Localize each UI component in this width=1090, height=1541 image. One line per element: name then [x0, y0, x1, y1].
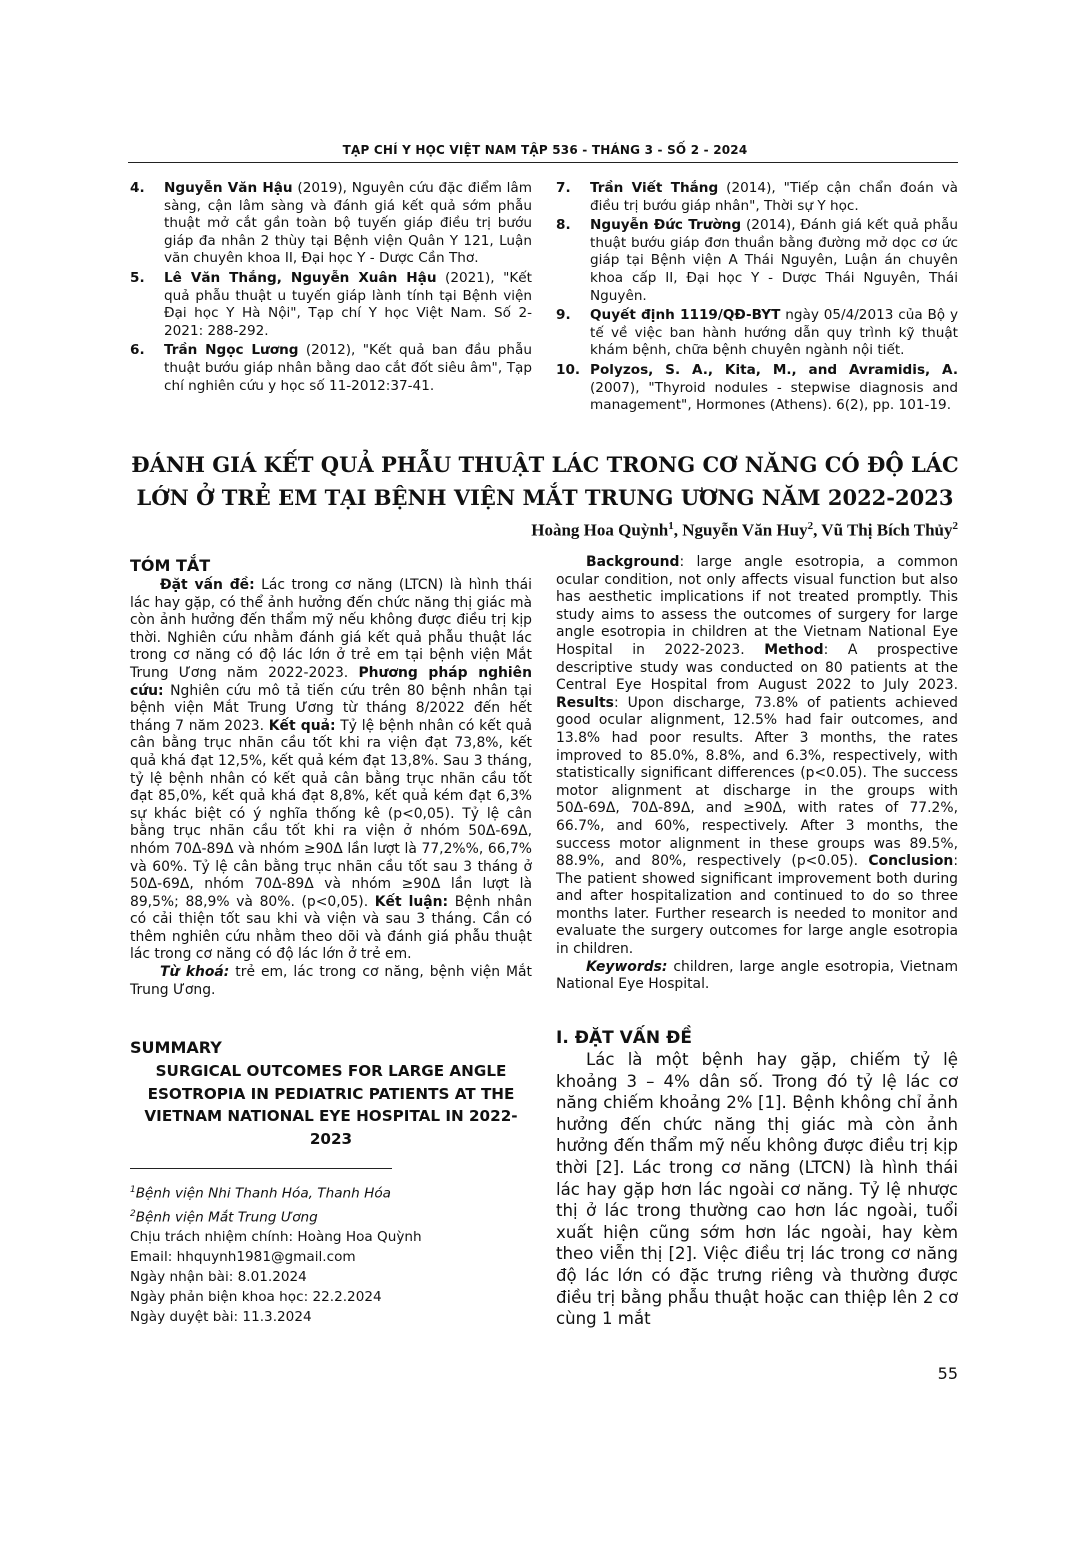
author-name: Vũ Thị Bích Thủy — [821, 520, 953, 540]
reference-item — [556, 217, 958, 305]
abstract-text: Nghiên cứu mô tả tiến cứu trên 80 bệnh nhân tại bệnh viện Mắt Trung Ương từ tháng 8/2022 đến hết tháng 7 năm 2023. — [130, 682, 532, 734]
reviewed-date: Ngày phản biện khoa học: 22.2.2024 — [130, 1289, 382, 1306]
author-affiliation-mark: 1 — [668, 520, 674, 532]
reference-number: 5. — [130, 269, 145, 286]
reference-item — [556, 180, 958, 215]
author-name: Nguyễn Văn Huy — [682, 520, 808, 540]
article-title-line: LỚN Ở TRẺ EM TẠI BỆNH VIỆN MẮT TRUNG ƯƠNG NĂM 2022-2023 — [136, 485, 954, 510]
reference-authors: Polyzos, S. A., Kita, M., and Avramidis, A. — [590, 361, 958, 378]
keywords-label: Keywords: — [586, 958, 668, 975]
affiliation-1: $^1$Bệnh viện Nhi Thanh Hóa, Thanh Hóa — [130, 1185, 391, 1202]
abstract-label: Đặt vấn đề: — [160, 577, 255, 593]
reference-authors: Nguyễn Văn Hậu — [164, 180, 293, 196]
reference-text: (2007), "Thyroid nodules - stepwise diagnosis and management", Hormones (Athens). 6(2), pp. 101-19. — [590, 379, 958, 414]
reference-authors: Nguyễn Đức Trường — [590, 217, 742, 234]
keywords-label: Từ khoá: — [160, 964, 230, 981]
reference-text: (2014), Đánh giá kết quả phẫu thuật bướu giáp đơn thuần bằng đường mở dọc cơ ức giáp tại Bệnh viện A Thái Nguyên, Luận án chuyên khoa cấp II, Đại học Y - Dược Thái Nguyên, Thái Nguyên. — [590, 217, 958, 304]
header-rule — [128, 162, 958, 163]
keywords-paragraph — [556, 959, 958, 994]
reference-authors: Lê Văn Thắng, Nguyễn Xuân Hậu — [164, 269, 437, 286]
reference-authors: Trần Viết Thắng — [590, 180, 719, 196]
reference-text: (2019), Nguyên cứu đặc điểm lâm sàng, cận lâm sàng và đánh giá kết quả sớm phẫu thuật mở cắt gần toàn bộ tuyến giáp điều trị bướu giáp đa nhân 2 thùy tại Bệnh viện Quân Y 121, Luận văn chuyên khoa II, Đại học Y - Dược Cần Thơ. — [164, 180, 532, 267]
keywords-text: trẻ em, lác trong cơ năng, bệnh viện Mắt Trung Ương. — [130, 964, 532, 998]
abstract-paragraph — [556, 554, 958, 959]
reference-item — [556, 307, 958, 360]
author-affiliation-mark: 2 — [952, 520, 958, 532]
keywords-text: children, large angle esotropia, Vietnam National Eye Hospital. — [556, 958, 958, 993]
section-heading: TÓM TẮT — [130, 556, 211, 575]
abstract-label: Conclusion — [868, 853, 954, 870]
reference-item — [130, 342, 532, 395]
reference-number: 6. — [130, 342, 145, 359]
abstract-label: Kết luận: — [374, 893, 449, 910]
abstract-text: : large angle esotropia, a common ocular condition, not only affects visual function but also has aesthetic implications if not treated promptly. This study aims to assess the outcomes of surgery for large angle esotropia in children at the Vietnam National Eye Hospital in 2022-2023. — [556, 554, 958, 658]
article-title — [120, 448, 970, 514]
reference-number: 7. — [556, 180, 571, 196]
reference-text: (2021), "Kết quả phẫu thuật u tuyến giáp lành tính tại Bệnh viện Đại học Y Hà Nội", Tạp chí Y học Việt Nam. Số 2-2021: 288-292. — [164, 269, 532, 339]
abstract-label: Method — [764, 641, 824, 658]
reference-item — [130, 180, 532, 268]
abstract-paragraph — [130, 577, 532, 964]
contact-email: Email: hhquynh1981@gmail.com — [130, 1249, 356, 1266]
reference-number: 9. — [556, 307, 571, 324]
summary-heading: SUMMARY — [130, 1038, 222, 1057]
reference-item — [556, 362, 958, 415]
accepted-date: Ngày duyệt bài: 11.3.2024 — [130, 1309, 312, 1326]
reference-number: 8. — [556, 217, 571, 234]
reference-authors: Quyết định 1119/QĐ-BYT — [590, 307, 781, 324]
intro-body — [556, 1049, 958, 1330]
reference-number: 10. — [556, 361, 581, 378]
abstract-text: : The patient showed significant improvement both during and after hospitalization and continued to do so three months later. Further research is needed to monitor and evaluate the surgery outcomes for large angle esotropia in children. — [556, 853, 958, 958]
abstract-label: Kết quả: — [268, 717, 336, 734]
abstract-label: Results — [556, 694, 614, 711]
reference-text: (2012), "Kết quả ban đầu phẫu thuật bướu giáp nhân bằng dao cắt đốt siêu âm", Tạp chí nghiên cứu y học số 11-2012:37-41. — [164, 342, 532, 394]
reference-text: ngày 05/4/2013 của Bộ y tế về việc ban hành hướng dẫn quy trình kỹ thuật khám bệnh, chữa bệnh chuyên ngành nội tiết. — [590, 307, 958, 359]
reference-item — [130, 270, 532, 340]
vn-abstract-body — [130, 577, 532, 999]
intro-heading: I. ĐẶT VẤN ĐỀ — [556, 1028, 692, 1048]
reference-authors: Trần Ngọc Lương — [164, 342, 299, 359]
abstract-text: Lác trong cơ năng (LTCN) là hình thái lác hay gặp, có thể ảnh hưởng đến chức năng thị giác mà còn ảnh hưởng đến thẩm mỹ nếu không được điều trị kịp thời. Nghiên cứu nhằm đánh giá kết quả phẫu thuật lác trong cơ năng có độ lác lớn ở trẻ em tại bệnh viện Mắt Trung Ương năm 2022-2023. — [130, 577, 533, 681]
journal-header: TẠP CHÍ Y HỌC VIỆT NAM TẬP 536 - THÁNG 3 - SỐ 2 - 2024 — [342, 143, 748, 157]
author-name: Hoàng Hoa Quỳnh — [531, 520, 669, 540]
received-date: Ngày nhận bài: 8.01.2024 — [130, 1269, 307, 1286]
reference-text: (2014), "Tiếp cận chẩn đoán và điều trị bướu giáp nhân", Thời sự Y học. — [590, 180, 959, 214]
keywords-paragraph — [130, 964, 532, 999]
summary-title: SURGICAL OUTCOMES FOR LARGE ANGLE ESOTROPIA IN PEDIATRIC PATIENTS AT THE VIETNAM NATIONAL EYE HOSPITAL IN 2022-2023 — [144, 1062, 518, 1148]
affiliation-2: $^2$Bệnh viện Mắt Trung Ương — [130, 1208, 318, 1226]
vn-abstract — [130, 556, 532, 999]
article-title-line: ĐÁNH GIÁ KẾT QUẢ PHẪU THUẬT LÁC TRONG CƠ NĂNG CÓ ĐỘ LÁC — [131, 452, 959, 477]
en-abstract — [556, 554, 958, 994]
abstract-label: Background — [586, 554, 680, 570]
intro-paragraph: Lác là một bệnh hay gặp, chiếm tỷ lệ khoảng 3 – 4% dân số. Trong đó tỷ lệ lác cơ năng chiếm khoảng 2% [1]. Bệnh không chỉ ảnh hưởng đến chức năng thị giác mà còn ảnh hưởng đến thẩm mỹ nếu không được điều trị kịp thời [2]. Lác trong cơ năng (LTCN) là hình thái lác hay gặp hơn lác ngoài cơ năng. Tỷ lệ nhược thị ở lác trong thường cao hơn lác ngoài, tuổi xuất hiện cũng sớm hơn lác ngoài, hay kèm theo viễn thị [2]. Việc điều trị lác trong cơ năng độ lác lớn có đặc trưng riêng và thường được điều trị bằng phẫu thuật hoặc can thiệp lên 2 cơ cùng 1 mắt — [556, 1050, 958, 1329]
footnote-rule — [130, 1168, 392, 1169]
abstract-text: Tỷ lệ bệnh nhân có kết quả cân bằng trục nhãn cầu tốt khi ra viện đạt 73,8%, kết quả khá đạt 12,5%, kết quả kém đạt 13,8%. Sau 3 tháng, tỷ lệ bệnh nhân có kết quả cân bằng trục nhãn cầu tốt đạt 85,0%, kết quả khá đạt 8,8%, kết quả kém đạt 6,3% sự khác biệt có ý nghĩa thống kê (p<0,05). Tỷ lệ cân bằng trục nhãn cầu tốt khi ra viện ở nhóm 50Δ-69Δ, nhóm 70Δ-89Δ và nhóm ≥90Δ lần lượt là 77,2%%, 66,7% và 60%. Tỷ lệ cân bằng trục nhãn cầu tốt sau 3 tháng ở 50Δ-69Δ, nhóm 70Δ-89Δ và nhóm ≥90Δ lần lượt là 89,5%; 88,9% và 80%. (p<0,05). — [130, 717, 533, 910]
abstract-text: Bệnh nhân có cải thiện tốt sau khi và viện và sau 3 tháng. Cần có thêm nghiên cứu nhằm theo dõi và đánh giá phẫu thuật lác trong cơ năng có độ lác lớn ở trẻ em. — [130, 893, 532, 963]
references-right — [556, 180, 958, 417]
author-list: Hoàng Hoa Quỳnh$^1$, Nguyễn Văn Huy$^2$, Vũ Thị Bích Thủy$^2$ — [531, 520, 958, 540]
responsible-author: Chịu trách nhiệm chính: Hoàng Hoa Quỳnh — [130, 1229, 422, 1246]
abstract-label: Phương pháp nghiên cứu: — [130, 664, 532, 699]
references-left — [130, 180, 532, 397]
footnotes — [130, 1180, 532, 1327]
page-number: 55 — [937, 1364, 958, 1383]
author-affiliation-mark: 2 — [807, 520, 814, 532]
abstract-text: : Upon discharge, 73.8% of patients achieved good ocular alignment, 12.5% had fair outcomes, and 13.8% had poor results. After 3 months, the rates improved to 85.0%, 8.8%, and 6.3%, respectively, with statistically significant differences (p<0.05). The success motor alignment at discharge in the groups with 50Δ-69Δ, 70Δ-89Δ, and ≥90Δ, with rates of 77.2%, 66.7%, and 60%, respectively. After 3 months, the success motor alignment in these groups was 89.5%, 88.9%, and 80%, respectively (p<0.05). — [556, 694, 958, 870]
reference-number: 4. — [130, 180, 145, 196]
abstract-text: : A prospective descriptive study was conducted on 80 patients at the Central Eye Hospital from August 2022 to July 2023. — [556, 641, 958, 694]
